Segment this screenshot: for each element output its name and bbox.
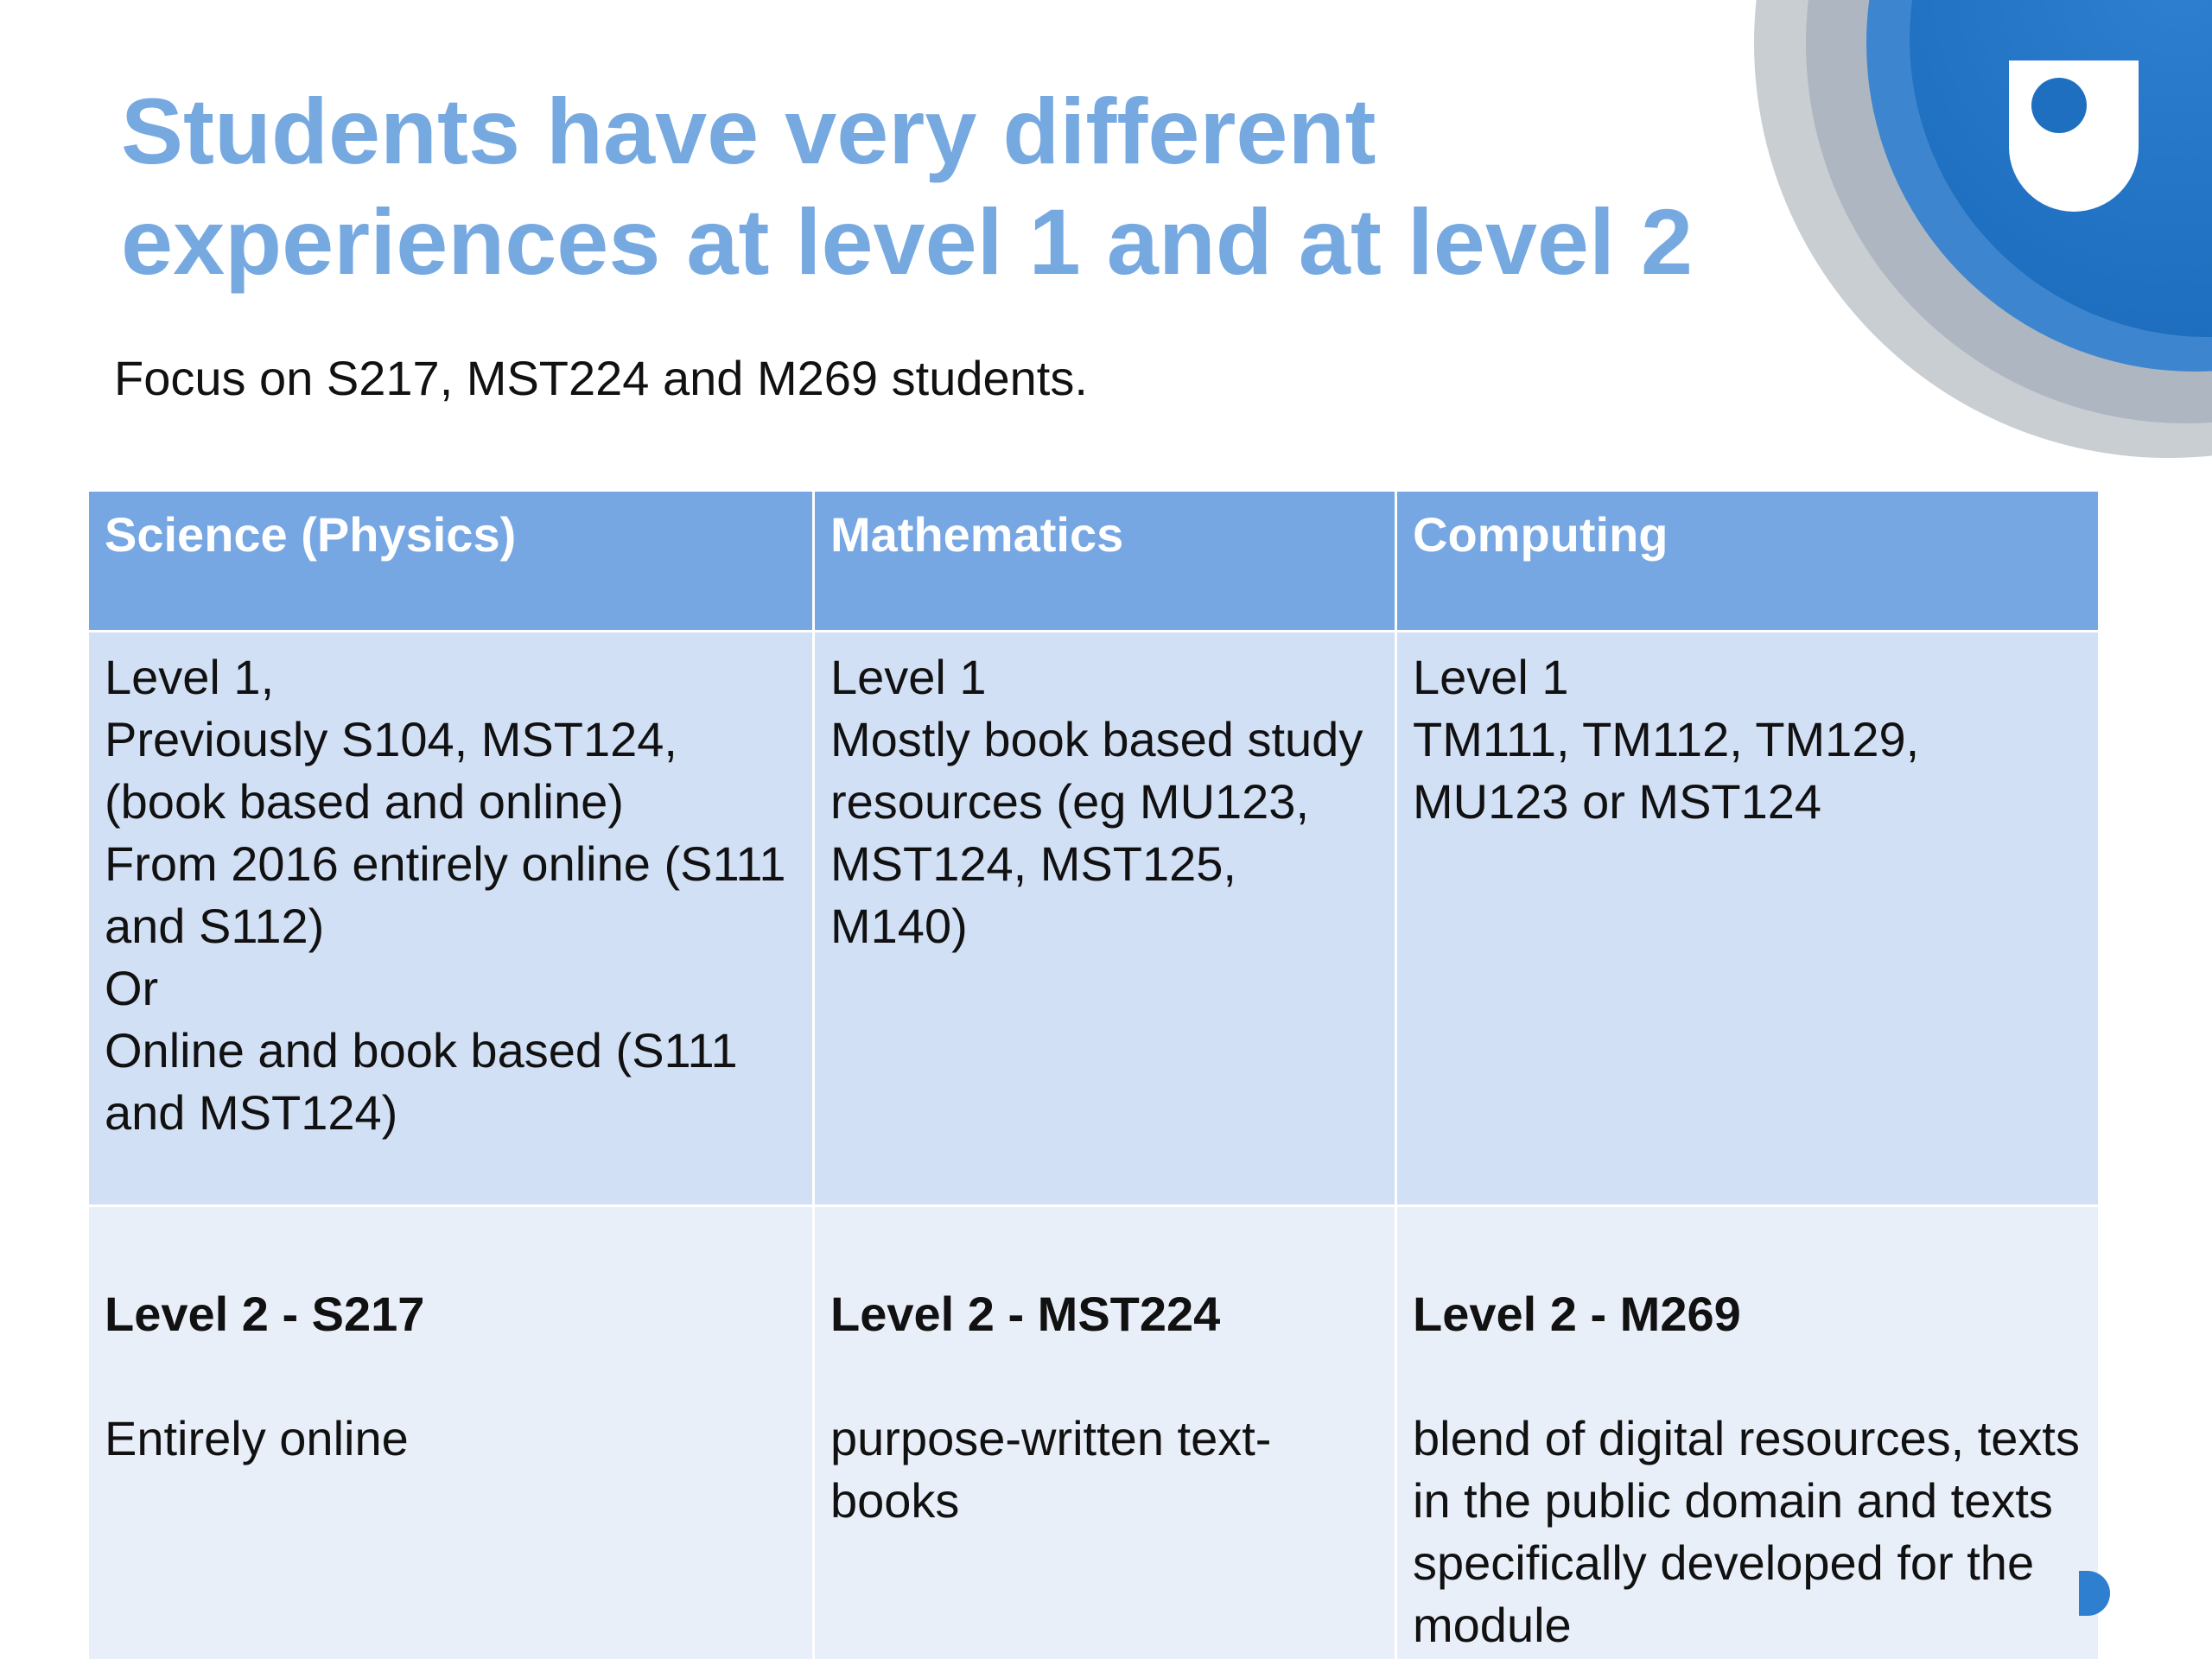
comparison-table: [86, 489, 2101, 1659]
slide-subtitle: Focus on S217, MST224 and M269 students.: [114, 351, 1088, 405]
cell-mathematics-level2: [814, 1206, 1396, 1659]
header-science: Science (Physics): [88, 491, 814, 632]
table-row-level2: [88, 1206, 2100, 1659]
cell-science-level2-text: Entirely online: [105, 1411, 409, 1465]
cell-mathematics-level1: Level 1 Mostly book based study resources (eg MU123, MST124, MST125, M140): [814, 632, 1396, 1206]
cell-computing-level2: [1396, 1206, 2100, 1659]
cell-mathematics-level2-heading: Level 2 - MST224: [830, 1287, 1221, 1341]
open-university-shield-icon: [2009, 60, 2139, 212]
header-mathematics: Mathematics: [814, 491, 1396, 632]
corner-dot-icon: [2079, 1571, 2110, 1616]
cell-computing-level1: Level 1 TM111, TM112, TM129, MU123 or MST124: [1396, 632, 2100, 1206]
table-row-level1: [88, 632, 2100, 1206]
cell-computing-level2-heading: Level 2 - M269: [1413, 1287, 1741, 1341]
cell-science-level2-heading: Level 2 - S217: [105, 1287, 425, 1341]
header-computing: Computing: [1396, 491, 2100, 632]
table-header-row: [88, 491, 2100, 632]
cell-computing-level2-text: blend of digital resources, texts in the public domain and texts specifically developed for the module: [1413, 1411, 2080, 1652]
slide-title: Students have very different experiences at level 1 and at level 2: [121, 79, 1694, 294]
cell-science-level1: Level 1, Previously S104, MST124, (book based and online) From 2016 entirely online (S111 and S112) Or Online and book based (S111 and MST124): [88, 632, 814, 1206]
cell-mathematics-level2-text: purpose-written text-books: [830, 1411, 1272, 1528]
cell-science-level2: [88, 1206, 814, 1659]
